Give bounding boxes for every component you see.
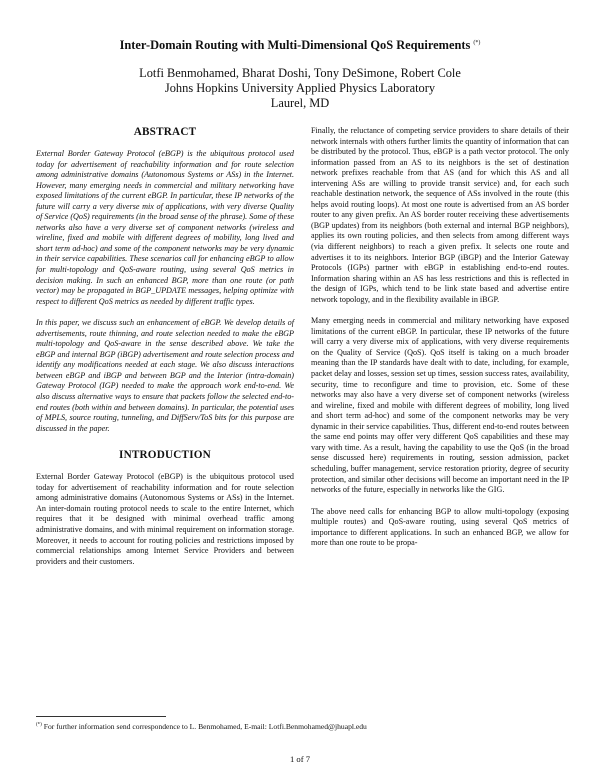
location: Laurel, MD (270, 96, 330, 110)
introduction-heading: INTRODUCTION (119, 449, 211, 462)
author-list: Lotfi Benmohamed, Bharat Doshi, Tony DeSimone, Robert Cole (139, 66, 461, 80)
right-column (311, 126, 569, 549)
body-paragraph-3: The above need calls for enhancing BGP to allow multi-topology (exposing multiple routes) and QoS-aware routing, using several QoS metrics of importance to different applications. In such an enhanced BGP, we allow for more than one route to be propa- (311, 506, 569, 548)
paper-title (0, 38, 600, 53)
affiliation: Johns Hopkins University Applied Physics Laboratory (164, 81, 436, 95)
footnote-divider (36, 716, 166, 717)
body-paragraph-1: Finally, the reluctance of competing service providers to share details of their network internals with others further limits the quantity of information that can be distributed by the protocol. Thus, eBGP is a path vector protocol. The only information passed from an AS to its neighbors is the set of destination network prefixes reachable from that AS (and for which this AS and all intervening ASs are willing to provide transit service) and, for each such reachable destination network, the sequence of ASs involved in the route (this helps avoid routing loops). At most one route is advertised from an AS border router to any given prefix. An AS border router receiving these advertisements (BGP updates) from its neighbors (both external and internal BGP neighbors), applies its own routing policies, and then selects from among different ways (via different neighbors) to reach a given prefix. It selects one route and advertises it to its neighbors. Interior BGP (iBGP) and the Interior Gateway Protocols (IGPs) partner with eBGP in establishing end-to-end routes. Information sharing within an AS has less restrictions and this is reflected in the design of IGPs, which tend to be link state based and advertise entire network topology, and in the flexibility available in iBGP. (311, 126, 569, 304)
page-number: 1 of 7 (289, 754, 311, 764)
footnote-mark: (*) (36, 722, 42, 728)
title-text: Inter-Domain Routing with Multi-Dimensional QoS Requirements (119, 38, 471, 52)
left-column (36, 126, 294, 567)
footnote (36, 722, 367, 731)
title-footnote-mark: (*) (473, 39, 481, 46)
abstract-paragraph-1: External Border Gateway Protocol (eBGP) is the ubiquitous protocol used today for advertisement of reachability information and for route selection among administrative domains (Autonomous Systems or ASs) in the Internet. However, many emerging needs in commercial and military networking have exposed limitations of the current eBGP. In particular, these IP networks of the future will carry a very diverse mix of applications, with very diverse Quality of Service (QoS) requirements (in the broad sense of the phrase). Some of these networks also have a very diverse set of component networks (wireless and wireline, fixed and mobile with different degrees of mobility, long lived and short term ad-hoc) and some of the component networks may be very dynamic in their service capabilities. These scenarios call for enhancing eBGP to allow for multi-topology and QoS-aware routing, using several QoS metrics in decision making. In such an enhanced BGP, more than one route (or path vector) may be propagated in BGP_UPDATE messages, helping optimize with respect to different QoS metrics as needed by different traffic types. (36, 149, 294, 306)
introduction-paragraph-1: External Border Gateway Protocol (eBGP) is the ubiquitous protocol used today for advertisement of reachability information and for route selection among administrative domains (Autonomous Systems or ASs) in the Internet. An inter-domain routing protocol needs to scale to the entire Internet, which requires that it be designed with minimal overhead traffic among administrative domains, and with minimal requirement on information storage. Moreover, it needs to account for routing policies and restrictions imposed by commercial relationships among Internet Service Providers and between providers and their customers. (36, 472, 294, 566)
body-paragraph-2: Many emerging needs in commercial and military networking have exposed limitations of the current eBGP. In particular, these IP networks of the future will carry a very diverse mix of applications, with very diverse requirements on the Quality of Service (QoS). QoS itself is taking on a much broader meaning than the IP standards have dealt with to date, including, for example, packet delay and losses, session set up times, session success rates, availability, security, time to reconfigure and time to provision, etc. Some of these networks may also have a very diverse set of component networks (wireless and wireline, fixed and mobile with different degrees of mobility, long lived and short term ad-hoc) and some of the component networks may be very dynamic in their service capabilities. Thus, different end-to-end routes between the same end points may offer very different QoS capabilities and these may vary with time. As a result, having the capability to use the QoS (in the broad sense discussed here) requirements in routing, session admission, packet scheduling, buffer management, service restoration priority, degree of security protection, and similar other decisions will become an important need in the IP networks of the future, especially in networks like the GIG. (311, 316, 569, 495)
abstract-heading: ABSTRACT (133, 126, 197, 138)
abstract-paragraph-2: In this paper, we discuss such an enhancement of eBGP. We develop details of advertisements, route thinning, and route selection needed to make the eBGP multi-topology and QoS-aware in the sense described above. We take the eBGP and internal BGP (iBGP) advertisement and route selection process and identify any modifications needed at each stage. We also discuss interactions between eBGP and iBGP and between BGP and the Interior (intra-domain) Gateway Protocol (IGP) needed to make the approach work end-to-end. We also discuss alternative ways to ensure that packets follow the selected end-to-end routes (both within and between domains). In particular, the potential uses of MPLS, source routing, tunneling, and DiffServ/ToS bits for this purpose are discussed in the paper. (36, 318, 294, 433)
footnote-text: For further information send correspondence to L. Benmohamed, E-mail: Lotfi.Benmohamed@jhuapl.edu (43, 722, 367, 731)
